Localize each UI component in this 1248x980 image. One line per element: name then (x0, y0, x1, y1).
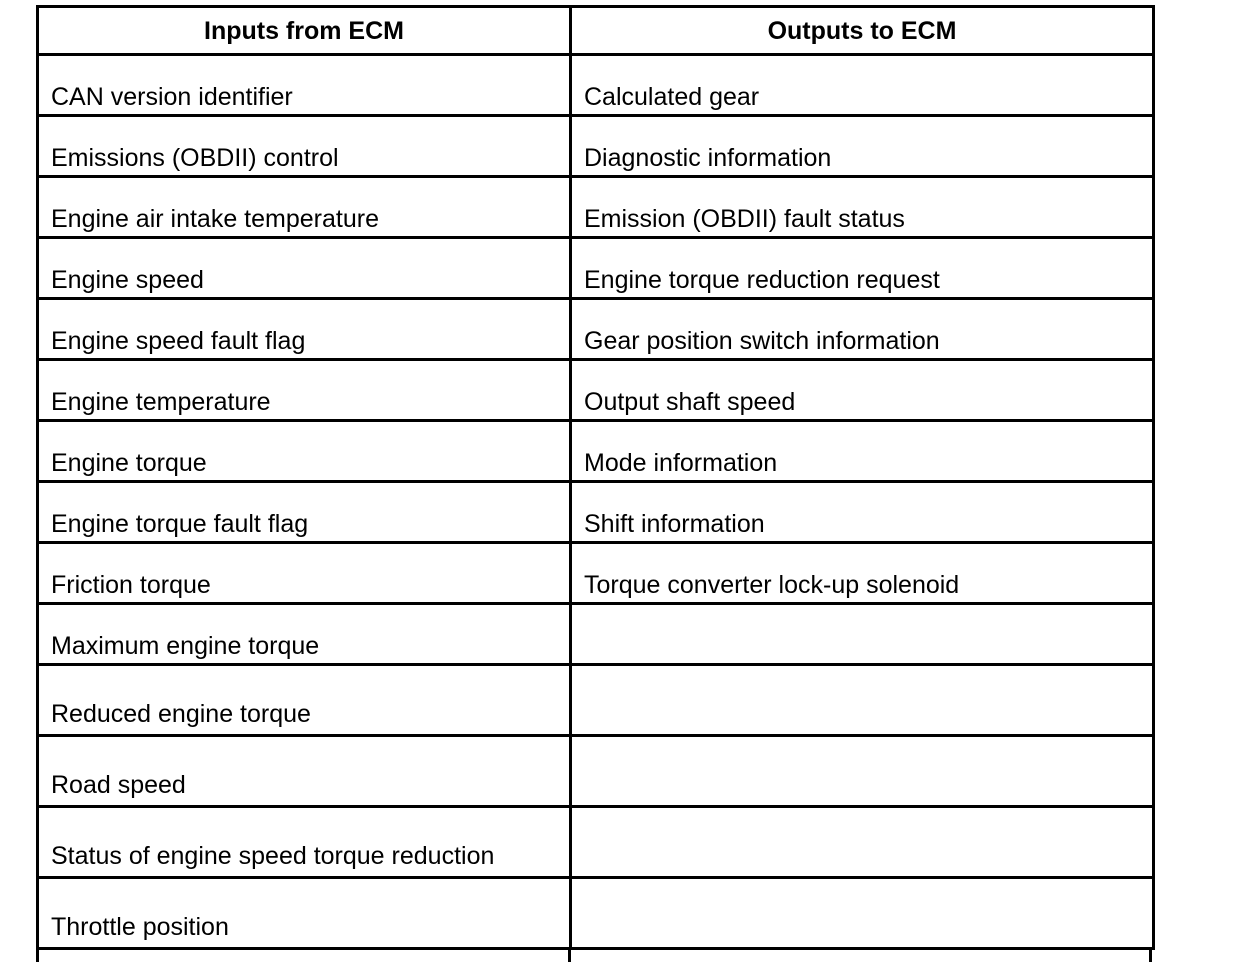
input-cell: Friction torque (38, 543, 571, 604)
table-row (38, 665, 1154, 736)
table-row (38, 299, 1154, 360)
output-cell (571, 878, 1154, 949)
right-border-stub (1149, 950, 1152, 962)
output-cell (571, 736, 1154, 807)
ecm-signal-table (36, 5, 1155, 950)
header-inputs-from-ecm: Inputs from ECM (38, 7, 571, 55)
input-cell: Engine torque fault flag (38, 482, 571, 543)
table-row (38, 878, 1154, 949)
output-cell: Mode information (571, 421, 1154, 482)
input-cell: Throttle position (38, 878, 571, 949)
table-row (38, 604, 1154, 665)
table-row (38, 543, 1154, 604)
input-cell: Reduced engine torque (38, 665, 571, 736)
input-cell: Engine temperature (38, 360, 571, 421)
table-row (38, 360, 1154, 421)
output-cell (571, 665, 1154, 736)
output-cell (571, 807, 1154, 878)
middle-border-stub (568, 950, 571, 962)
input-cell: Engine torque (38, 421, 571, 482)
left-border-stub (36, 950, 39, 962)
output-cell: Gear position switch information (571, 299, 1154, 360)
output-cell: Emission (OBDII) fault status (571, 177, 1154, 238)
output-cell: Diagnostic information (571, 116, 1154, 177)
ecm-signal-table-container (36, 5, 1152, 950)
input-cell: Engine speed (38, 238, 571, 299)
output-cell: Shift information (571, 482, 1154, 543)
input-cell: Engine air intake temperature (38, 177, 571, 238)
input-cell: CAN version identifier (38, 55, 571, 116)
output-cell (571, 604, 1154, 665)
output-cell: Torque converter lock-up solenoid (571, 543, 1154, 604)
table-row (38, 421, 1154, 482)
output-cell: Output shaft speed (571, 360, 1154, 421)
table-row (38, 736, 1154, 807)
table-continuation-lines (36, 950, 1152, 962)
input-cell: Maximum engine torque (38, 604, 571, 665)
table-row (38, 807, 1154, 878)
table-row (38, 116, 1154, 177)
table-row (38, 238, 1154, 299)
table-row (38, 482, 1154, 543)
table-header-row (38, 7, 1154, 55)
input-cell: Road speed (38, 736, 571, 807)
table-row (38, 55, 1154, 116)
header-outputs-to-ecm: Outputs to ECM (571, 7, 1154, 55)
output-cell: Engine torque reduction request (571, 238, 1154, 299)
table-row (38, 177, 1154, 238)
output-cell: Calculated gear (571, 55, 1154, 116)
input-cell: Engine speed fault flag (38, 299, 571, 360)
input-cell: Emissions (OBDII) control (38, 116, 571, 177)
input-cell: Status of engine speed torque reduction (38, 807, 571, 878)
